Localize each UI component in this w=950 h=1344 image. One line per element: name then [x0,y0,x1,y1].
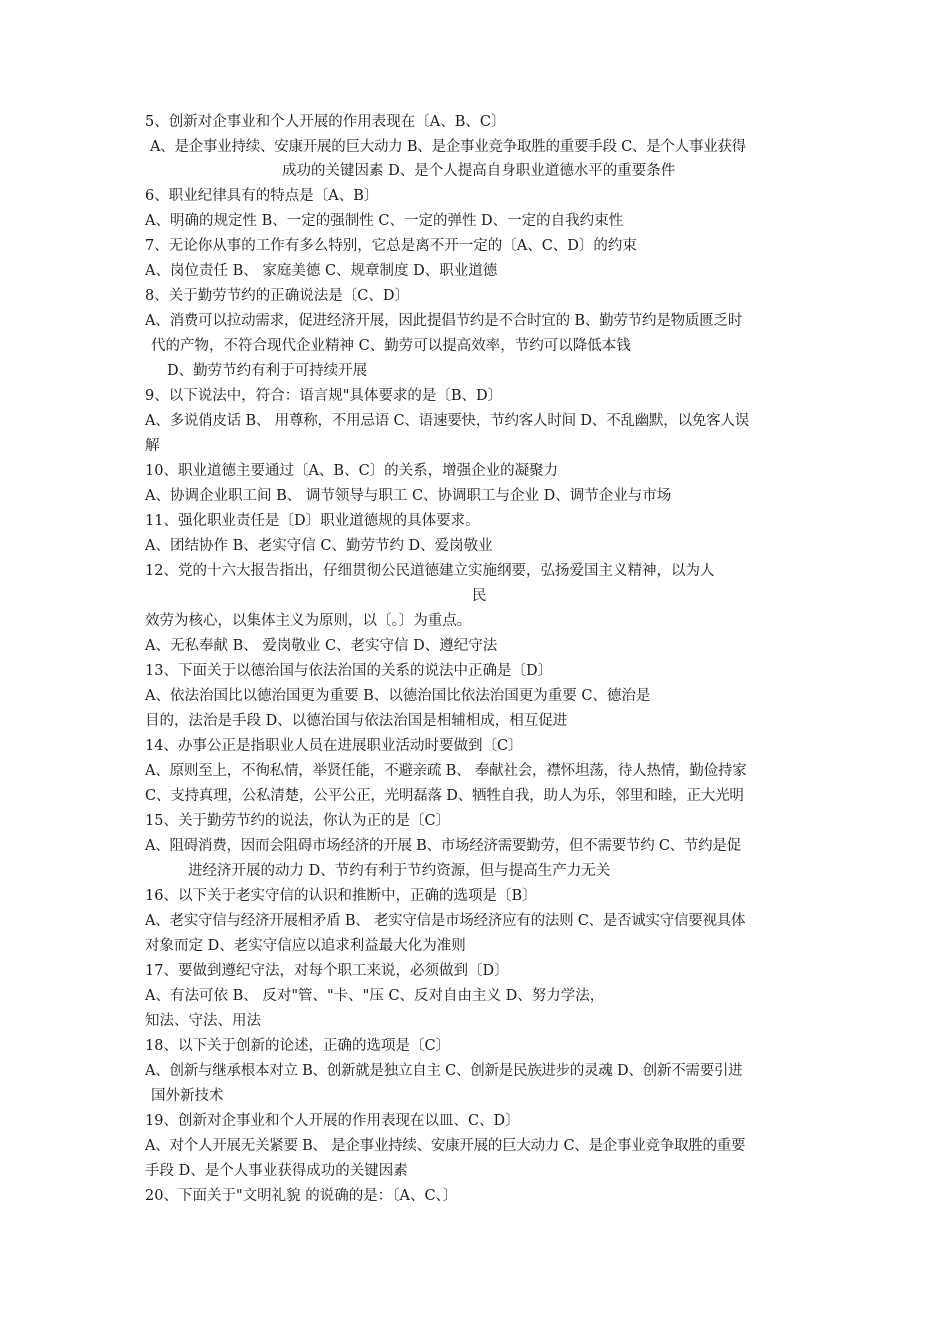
question-12-title-line-2: 民 [472,588,487,604]
question-18-options-line-2: 国外新技术 [151,1088,224,1104]
question-16-title: 16、以下关于老实守信的认识和推断中，正确的选项是〔B〕 [145,888,537,904]
question-6-title: 6、职业纪律具有的特点是〔A、B〕 [145,188,379,204]
question-17-options-line-2: 知法、守法、用法 [145,1013,261,1029]
question-17-title: 17、要做到遵纪守法，对每个职工来说，必须做到〔D〕 [145,963,509,979]
question-18-options-line-1: A、创新与继承根本对立 B、创新就是独立自主 C、创新是民族进步的灵魂 D、创新不需要引进 [145,1063,743,1079]
question-13-title: 13、下面关于以德治国与依法治国的关系的说法中正确是〔D〕 [145,663,553,679]
question-12-title-line-1: 12、党的十六大报告指出，仔细贯彻公民道德建立实施纲要，弘扬爱国主义精神，以为人 [145,563,715,579]
question-12-title-line-3: 效劳为核心，以集体主义为原则，以〔。〕为重点。 [145,613,472,629]
question-16-options-line-2: 对象而定 D、老实守信应以追求利益最大化为准则 [145,938,466,954]
question-15-title: 15、关于勤劳节约的说法，你认为正的是〔C〕 [145,813,451,829]
question-5-title: 5、创新对企事业和个人开展的作用表现在〔A、B、C〕 [145,114,506,130]
question-8-options-line-2: 代的产物，不符合现代企业精神 C、勤劳可以提高效率，节约可以降低本钱 [151,338,631,354]
question-16-options-line-1: A、老实守信与经济开展相矛盾 B、 老实守信是市场经济应有的法则 C、是否诚实守信要视具体 [145,913,746,929]
question-14-options-line-2: C、支持真理，公私清楚，公平公正，光明磊落 D、牺牲自我，助人为乐，邻里和睦，正大光明 [145,788,744,804]
question-19-options-line-1: A、对个人开展无关紧要 B、 是企事业持续、安康开展的巨大动力 C、是企事业竞争取胜的重要 [145,1138,746,1154]
question-13-options-line-2: 目的，法治是手段 D、以德治国与依法治国是相辅相成，相互促进 [145,713,568,729]
question-15-options-line-1: A、阻碍消费，因而会阻碍市场经济的开展 B、市场经济需要勤劳，但不需要节约 C、节约是促 [145,838,741,854]
question-13-options-line-1: A、依法治国比以德治国更为重要 B、以德治国比依法治国更为重要 C、德治是 [145,688,651,704]
question-9-options-line-2: 解 [145,438,160,454]
question-11-title: 11、强化职业责任是〔D〕职业道德规的具体要求。 [145,513,480,529]
question-9-options-line-1: A、多说俏皮话 B、 用尊称，不用忌语 C、语速要快，节约客人时间 D、不乱幽默，以免客人误 [145,413,750,429]
question-8-options-line-1: A、消费可以拉动需求，促进经济开展，因此提倡节约是不合时宜的 B、勤劳节约是物质匮乏时 [145,313,743,329]
question-20-title: 20、下面关于"文明礼貌 的说确的是：〔A、C、〕 [145,1188,458,1204]
question-19-options-line-2: 手段 D、是个人事业获得成功的关键因素 [145,1163,408,1179]
question-7-title: 7、无论你从事的工作有多么特别，它总是离不开一定的〔A、C、D〕的约束 [145,238,637,254]
question-17-options-line-1: A、有法可依 B、 反对"管、"卡、"压 C、反对自由主义 D、努力学法， [145,988,605,1004]
question-6-options: A、明确的规定性 B、一定的强制性 C、一定的弹性 D、一定的自我约束性 [145,213,624,229]
question-10-options: A、协调企业职工间 B、 调节领导与职工 C、协调职工与企业 D、调节企业与市场 [145,488,672,504]
question-7-options: A、岗位责任 B、 家庭美德 C、规章制度 D、职业道德 [145,263,498,279]
question-12-options: A、无私奉献 B、 爱岗敬业 C、老实守信 D、遵纪守法 [145,638,498,654]
question-9-title: 9、以下说法中，符合：语言规"具体要求的是〔B、D〕 [145,388,503,404]
question-15-options-line-2: 进经济开展的动力 D、节约有利于节约资源，但与提高生产力无关 [188,863,611,879]
question-11-options: A、团结协作 B、老实守信 C、勤劳节约 D、爱岗敬业 [145,538,493,554]
question-5-options-line-2: 成功的关键因素 D、是个人提高自身职业道德水平的重要条件 [282,163,676,179]
question-8-title: 8、关于勤劳节约的正确说法是〔C、D〕 [145,288,409,304]
question-8-options-line-3: D、勤劳节约有利于可持续开展 [167,363,368,379]
question-19-title: 19、创新对企事业和个人开展的作用表现在以皿、C、D〕 [145,1113,520,1129]
question-5-options-line-1: A、是企事业持续、安康开展的巨大动力 B、是企事业竞争取胜的重要手段 C、是个人事业获得 [150,139,746,155]
question-14-title: 14、办事公正是指职业人员在进展职业活动时要做到〔C〕 [145,738,523,754]
question-14-options-line-1: A、原则至上，不徇私情，举贤任能，不避亲疏 B、 奉献社会，襟怀坦荡，待人热情，勤俭持家 [145,763,747,779]
question-10-title: 10、职业道德主要通过〔A、B、C〕的关系，增强企业的凝聚力 [145,463,559,479]
question-18-title: 18、以下关于创新的论述，正确的选项是〔C〕 [145,1038,451,1054]
